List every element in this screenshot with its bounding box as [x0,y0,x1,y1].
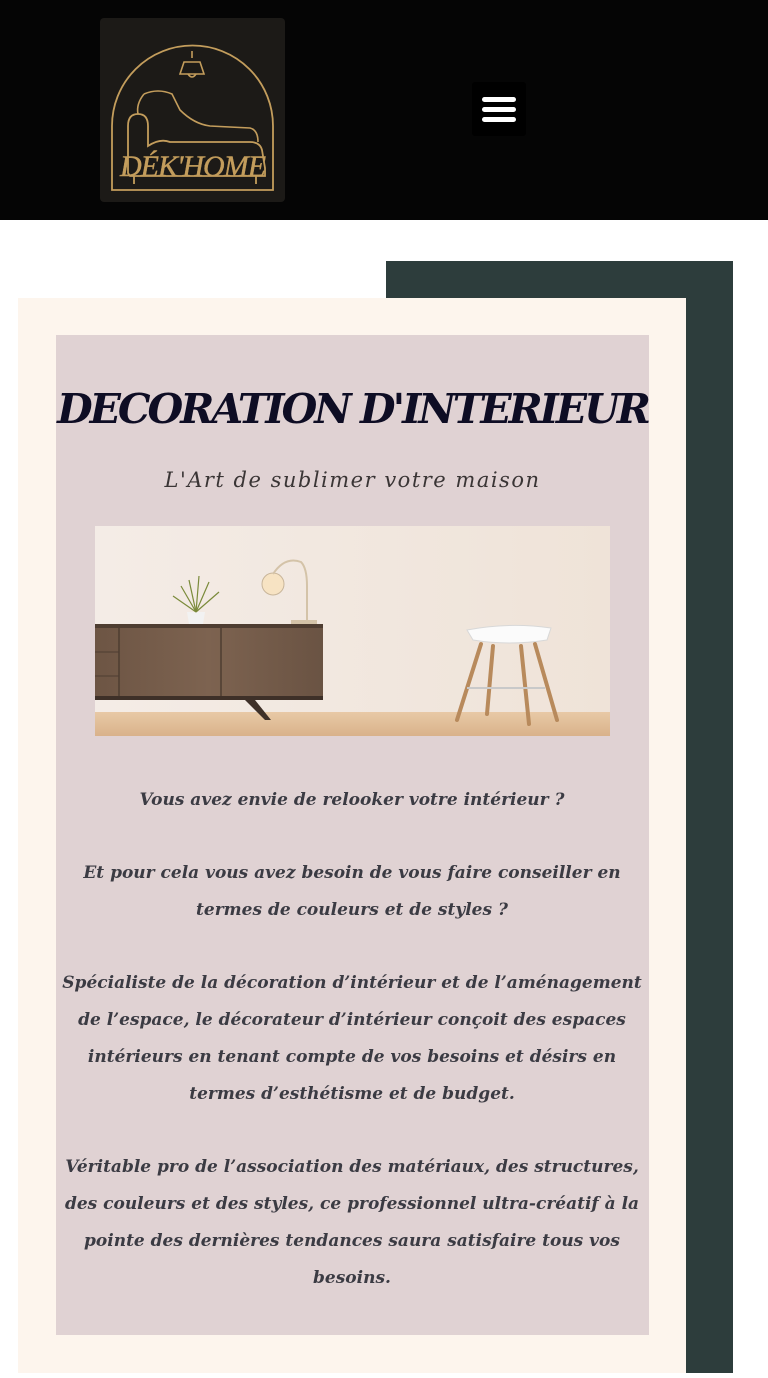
professional-paragraph: Véritable pro de l’association des matériaux, des structures, des couleurs et des styles, ce professionnel ultra-créatif à la pointe des dernières tendances saura satisfaire tous vos besoins. [64,1157,640,1288]
hamburger-menu-button[interactable] [472,82,526,136]
specialist-paragraph: Spécialiste de la décoration d’intérieur et de l’aménagement de l’espace, le décorateur d’intérieur conçoit des espaces intérieurs en tenant compte de vos besoins et désirs en termes d’esthétisme et de budget. [62,973,642,1104]
hero-image [95,526,610,736]
site-header [0,0,768,220]
logo-text: DÉK'HOME [119,150,266,183]
page-title: DECORATION D'INTERIEUR [57,385,648,433]
question-paragraph: Et pour cela vous avez besoin de vous faire conseiller en termes de couleurs et de styles ? [83,863,621,920]
intro-paragraph: Vous avez envie de relooker votre intérieur ? [139,790,565,810]
page-subtitle: L'Art de sublimer votre maison [164,468,541,492]
hamburger-menu-icon [482,97,516,102]
hamburger-menu-icon [482,117,516,122]
hamburger-menu-icon [482,107,516,112]
brand-logo[interactable] [100,18,285,202]
furniture-sideboard-stool-image [95,526,610,736]
